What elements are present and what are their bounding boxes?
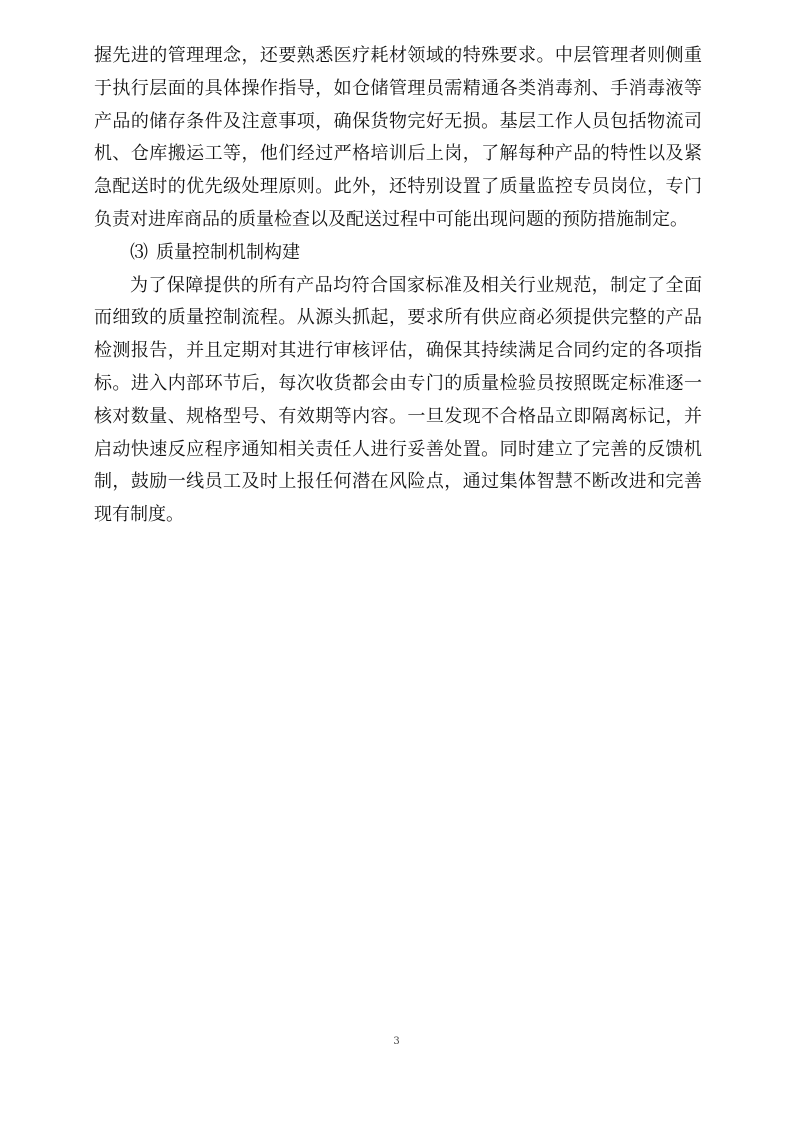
- section-number: ⑶: [130, 241, 148, 263]
- document-body: [94, 40, 702, 532]
- section-paragraph: 为了保障提供的所有产品均符合国家标准及相关行业规范，制定了全面而细致的质量控制流程。从源头抓起，要求所有供应商必须提供完整的产品检测报告，并且定期对其进行审核评估，确保其持续满足合同约定的各项指标。进入内部环节后，每次收货都会由专门的质量检验员按照既定标准逐一核对数量、规格型号、有效期等内容。一旦发现不合格品立即隔离标记，并启动快速反应程序通知相关责任人进行妥善处置。同时建立了完善的反馈机制，鼓励一线员工及时上报任何潜在风险点，通过集体智慧不断改进和完善现有制度。: [94, 274, 702, 526]
- body-paragraph-continued: 握先进的管理理念，还要熟悉医疗耗材领域的特殊要求。中层管理者则侧重于执行层面的具体操作指导，如仓储管理员需精通各类消毒剂、手消毒液等产品的储存条件及注意事项，确保货物完好无损。基层工作人员包括物流司机、仓库搬运工等，他们经过严格培训后上岗，了解每种产品的特性以及紧急配送时的优先级处理原则。此外，还特别设置了质量监控专员岗位，专门负责对进库商品的质量检查以及配送过程中可能出现问题的预防措施制定。: [94, 45, 702, 230]
- section-title: 质量控制机制构建: [156, 241, 300, 263]
- section-heading: [94, 237, 702, 270]
- page-number: 3: [393, 1036, 400, 1047]
